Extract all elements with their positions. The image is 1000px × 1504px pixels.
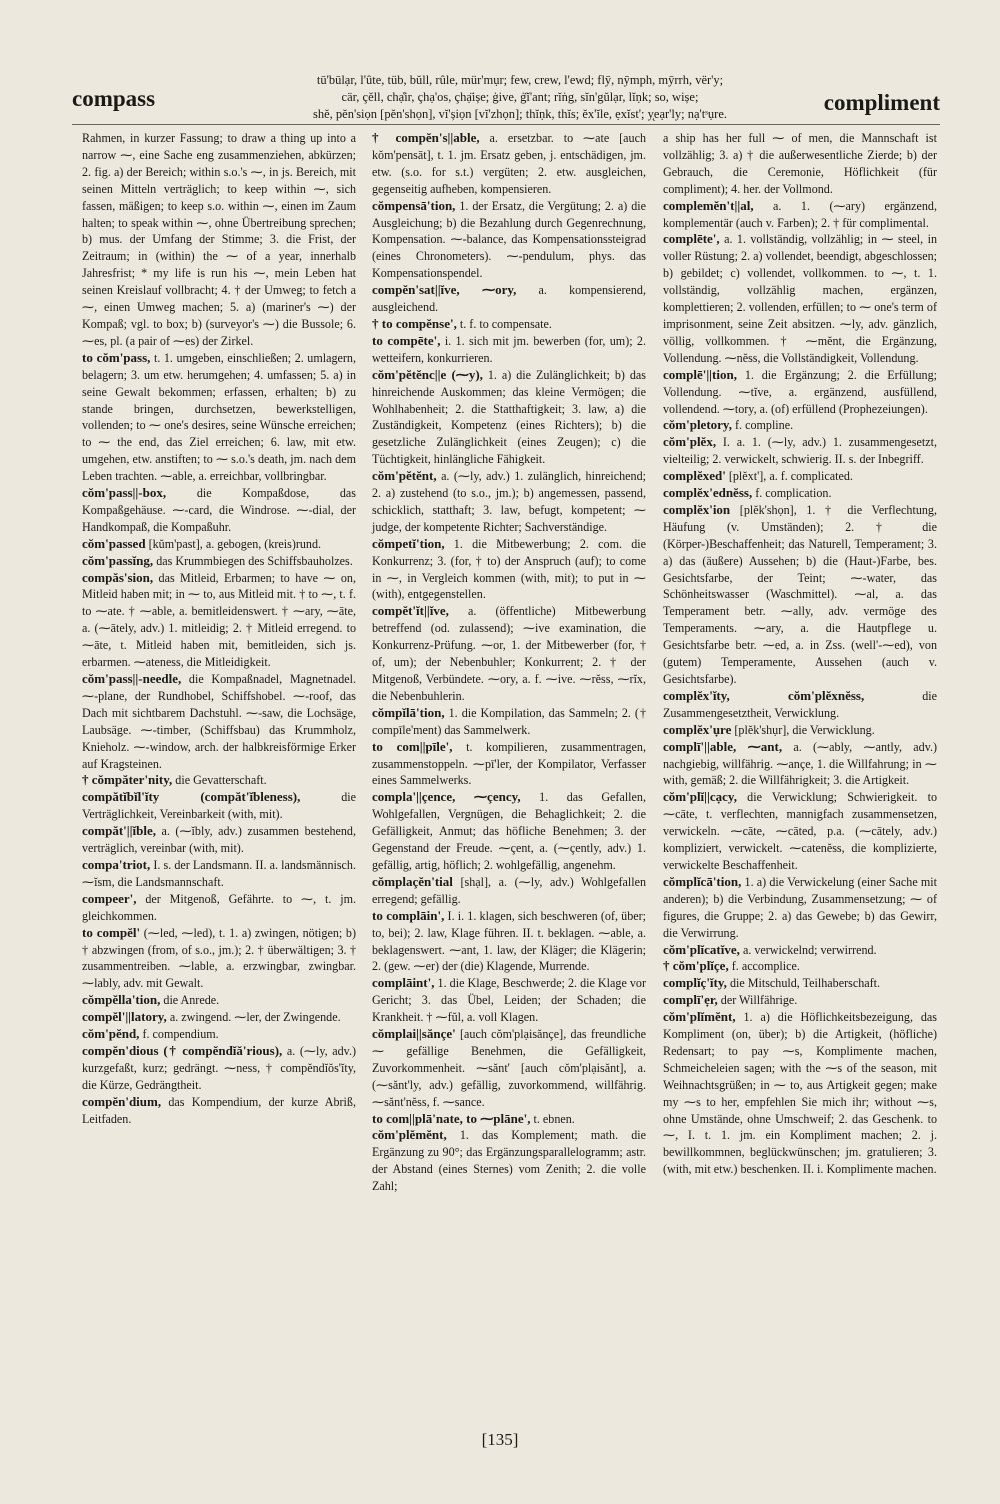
- header-rule: [72, 124, 940, 125]
- entry-headword: cŏm'pĕtĕnc||e (⁓y),: [372, 366, 483, 382]
- entry-headword: cŏm'pass||-needle,: [82, 671, 182, 686]
- entry-definition: 1. a) die Höflichkeitsbezeigung, das Kompliment (on, über); b) die Artigkeit, (höfliche) Redensart; to pay ⁓s, Komplimente machen, Schmeicheleien sagen; with the ⁓s of the season, mit Weihnachtsgrüßen; in ⁓ to, aus Artigkeit gegen; make my ⁓s to her, empfehlen Sie mich ihr; without ⁓s, ohne Umstände, ohne Umschweif; 2. das Geschenk. to ⁓, I. t. 1. jm. ein Kompliment machen; 2. j. bewillkommnen, beglückwünschen; jm. gratulieren; 3. (with, mit etw.) beschenken. II. i. Komplimente machen.: [663, 1010, 937, 1177]
- entry-definition: die Kompaßdose, das Kompaßgehäuse. ⁓-card, die Windrose. ⁓-dial, der Handkompaß, die Kompaßuhr.: [82, 486, 356, 534]
- entry-headword: cŏm'plĭcatĭve,: [663, 941, 740, 957]
- entry-headword: to cŏm'pass,: [82, 349, 151, 365]
- entry-headword: cŏm'pass||-box,: [82, 485, 167, 501]
- dictionary-entry: [372, 367, 646, 468]
- entry-definition: die Verträglichkeit, Vereinbarkeit (with, mit).: [82, 790, 356, 822]
- entry-headword: complĕx'ednĕss,: [663, 485, 753, 501]
- dictionary-entry: [663, 434, 937, 468]
- entry-definition: die Anrede.: [163, 993, 220, 1008]
- dictionary-entry: [372, 282, 646, 316]
- dictionary-entry: [372, 789, 646, 874]
- dictionary-entry: [82, 925, 356, 993]
- dictionary-entry: [663, 688, 937, 722]
- entry-definition: Rahmen, in kurzer Fassung; to draw a thing up into a narrow ⁓, eine Sache eng zusammenziehen, abkürzen; 2. fig. a) der Bereich; within s.o.'s ⁓, in js. Bereich, mit seinen Mitteln verträglich; to keep within ⁓, sich fassen, mäßigen; to keep s.o. within ⁓, einen im Zaum halten; to speak within ⁓, ohne Übertreibung sprechen; b) mus. der Umfang der Stimme; 3. die Frist, der Zeitraum; in (within) the ⁓ of a year, innerhalb Jahresfrist; * my life is run his ⁓, mein Leben hat seinen Kreislauf vollbracht; 4. † der Umweg; to fetch a ⁓, einen Umweg machen; 5. a) (mariner's ⁓) der Kompaß; vgl. to box; b) (surveyor's ⁓) die Bussole; 6. ⁓es, pl. (a pair of ⁓es) der Zirkel.: [82, 131, 356, 348]
- dictionary-entry: [372, 705, 646, 739]
- entry-headword: complī'||able, ⁓ant,: [663, 738, 783, 754]
- dictionary-entry: [82, 772, 356, 789]
- column-1: [82, 130, 356, 1127]
- dictionary-entry: [82, 485, 356, 536]
- entry-definition: 1. das Gefallen, Wohlgefallen, Vergnügen, die Behaglichkeit; 2. die Gefälligkeit, Anmut; das höfliche Benehmen; 3. der Gegenstand der Freude. ⁓çent, a. (⁓çently, adv.) 1. gefällig, artig, höflich; 2. wohlgefällig, angenehm.: [372, 790, 646, 872]
- entry-headword: compĕt'ĭt||ĭve,: [372, 603, 449, 619]
- dictionary-entry: [82, 992, 356, 1009]
- dictionary-entry: [663, 468, 937, 485]
- dictionary-entry: [82, 1009, 356, 1026]
- guide-word-left: compass: [72, 86, 156, 111]
- entry-definition: [plĕk'shụr], die Verwicklung.: [734, 722, 875, 737]
- entry-definition: a. (⁓ly, adv.) kurzgefaßt, kurz; gedrängt. ⁓ness, † compĕndĭŏs'ĭty, die Kürze, Gedrängtheit.: [82, 1043, 356, 1092]
- entry-headword: † to compĕnse',: [372, 315, 457, 331]
- entry-headword: to compĕl': [82, 924, 141, 940]
- entry-headword: cŏm'pletory,: [663, 417, 732, 433]
- entry-headword: cŏmplai||sănçe': [372, 1026, 456, 1042]
- entry-definition: 1. die Mitbewerbung; 2. com. die Konkurrenz; 3. (for, † to) der Anspruch (auf); to come in ⁓, in Vergleich kommen (with, mit); to put in ⁓ (with), entgegenstellen.: [372, 536, 646, 602]
- page-number: [135]: [481, 1430, 519, 1449]
- entry-definition: der Mitgenoß, Gefährte. to ⁓, t. jm. gleichkommen.: [82, 891, 356, 923]
- entry-definition: der Willfährige.: [720, 993, 798, 1008]
- entry-headword: compla'||çence, ⁓çency,: [372, 789, 521, 805]
- entry-definition: das Mitleid, Erbarmen; to have ⁓ on, Mitleid haben mit; in ⁓ to, aus Mitleid mit. † to ⁓, t. f. to ⁓ate. † ⁓able, a. bemitleidenswert. † ⁓ary, ⁓āte, a. (⁓ātely, adv.) 1. mitleidig; 2. † Mitleid erregend. to ⁓āte, t. Mitleid haben mit, bemitleiden, sich js. erbarmen. ⁓ateness, die Mitleidigkeit.: [82, 570, 356, 670]
- dictionary-entry: [82, 130, 356, 350]
- entry-definition: 1. die Kompilation, das Sammeln; 2. († compīle'ment) das Sammelwerk.: [372, 705, 646, 737]
- dictionary-entry: [372, 908, 646, 976]
- dictionary-entry: [663, 942, 937, 959]
- entry-definition: a. (⁓ĭbly, adv.) zusammen bestehend, verträglich, vereinbar (with, mit).: [82, 824, 356, 856]
- dictionary-entry: [663, 874, 937, 942]
- entry-headword: complĕx'ụre: [663, 721, 732, 737]
- entry-definition: 1. a) die Verwickelung (einer Sache mit anderen); b) die Verbindung, Zusammensetzung; ⁓ of figures, die Gruppe; 2. a) das Gewebe; b) das Gewirr, die Verwirrung.: [663, 874, 937, 940]
- entry-definition: I. s. der Landsmann. II. a. landsmännisch. ⁓ĭsm, die Landsmannschaft.: [82, 857, 356, 889]
- entry-definition: I. a. 1. (⁓ly, adv.) 1. zusammengesetzt, vielteilig; 2. verwickelt, schwierig. II. s. der Inbegriff.: [663, 435, 937, 467]
- dictionary-entry: [663, 975, 937, 992]
- entry-headword: complĕxed': [663, 468, 726, 484]
- entry-headword: cŏmpensā'tion,: [372, 197, 456, 213]
- entry-definition: a. (öffentliche) Mitbewerbung betreffend (od. zulassend); ⁓ive examination, die Konkurrenz-Prüfung. ⁓or, 1. der Mitbewerber (for, † of, um); der Nebenbuhler; Konkurrent; 2. † der Mitgenoß, Verbündete. ⁓ory, a. f. ⁓ive. ⁓rĕss, ⁓rĭx, die Nebenbuhlerin.: [372, 604, 647, 703]
- entry-definition: die Mitschuld, Teilhaberschaft.: [729, 976, 881, 991]
- entry-headword: cŏmpĭlā'tion,: [372, 704, 445, 720]
- entry-definition: die Zusammengesetztheit, Verwicklung.: [663, 688, 937, 720]
- dictionary-entry: [372, 468, 646, 536]
- entry-definition: t. ebnen.: [533, 1111, 575, 1126]
- dictionary-entry: [372, 1111, 646, 1128]
- entry-headword: complemĕn't||al,: [663, 197, 754, 213]
- entry-headword: cŏm'plĭmĕnt,: [663, 1009, 736, 1025]
- dictionary-entry: [82, 823, 356, 857]
- entry-headword: cŏm'pĕtĕnt,: [372, 468, 437, 484]
- entry-headword: cŏmplĭcā'tion,: [663, 873, 742, 889]
- entry-headword: to com||pīle',: [372, 738, 453, 754]
- entry-definition: f. accomplice.: [731, 959, 800, 974]
- dictionary-entry: [663, 198, 937, 232]
- entry-headword: † cŏmpăter'nity,: [82, 772, 173, 788]
- entry-definition: t. f. to compensate.: [459, 316, 552, 331]
- dictionary-entry: [372, 874, 646, 908]
- entry-definition: a. 1. (⁓ary) ergänzend, komplementär (auch v. Farben); 2. † für complimental.: [663, 198, 937, 230]
- entry-definition: [plĕk'shọn], 1. † die Verflechtung, Häufung (v. Umständen); 2. † die (Körper-)Beschaffenheit; das Naturell, Temperament; 3. a) das (äußere) Aussehen; b) die (Haut-)Farbe, bes. Gesichtsfarbe, der Teint; ⁓-water, das Schönheitswasser (Waschmittel). ⁓al, a. das Temperament betr. ⁓ally, adv. vermöge des Temperaments. ⁓ary, a. die Hautpflege u. Gesichtsfarbe betr. ⁓ed, a. in Zss. (well'-⁓ed), von (gutem) Temperamente, Aussehen (auch v. Gesichtsfarbe).: [663, 502, 937, 686]
- entry-headword: cŏm'plĭ||cạcy,: [663, 789, 737, 805]
- dictionary-entry: [372, 198, 646, 283]
- entry-headword: compăt'||ĭble,: [82, 823, 156, 839]
- entry-definition: a. ersetzbar. to ⁓ate [auch kŏm'pensāt], t. 1. jm. Ersatz geben, j. entschädigen, jm. etw. (s.o. for s.t.) vergüten; 2. etw. ausgleichen, gegenseitig aufheben, kompensieren.: [372, 131, 646, 196]
- dictionary-entry: [372, 1026, 646, 1111]
- entry-headword: compăs'sion,: [82, 569, 154, 585]
- entry-definition: t. kompilieren, zusammentragen, zusammenstoppeln. ⁓pī'ler, der Kompilator, Verfasser eines Sammelwerks.: [372, 739, 646, 788]
- column-2: [372, 130, 646, 1195]
- dictionary-entry: [372, 1127, 646, 1195]
- column-3: [663, 130, 937, 1178]
- dictionary-entry: [82, 536, 356, 553]
- entry-headword: cŏmpetĭ'tion,: [372, 535, 445, 551]
- entry-definition: a. kompensierend, ausgleichend.: [372, 283, 646, 315]
- entry-headword: complī'ẹr,: [663, 992, 718, 1008]
- dictionary-entry: [663, 739, 937, 790]
- pronunciation-key-line: cär, çĕll, chạ̊ir, çhạ'os, çhạ̈ișe; ġive, ġ̈ĭ'ant; rĭṅg, sĭn'gŭlạr, lĭṇk; so, wișe;: [341, 90, 699, 104]
- dictionary-entry: [663, 789, 937, 874]
- dictionary-entry: [663, 417, 937, 434]
- dictionary-entry: [663, 722, 937, 739]
- pronunciation-key: [230, 72, 810, 123]
- entry-headword: compĕn'sat||ĭve, ⁓ory,: [372, 282, 517, 298]
- entry-headword: cŏm'passed: [82, 535, 146, 551]
- entry-headword: complĕx'ĭty, cŏm'plĕxnĕss,: [663, 687, 865, 703]
- entry-headword: to compēte',: [372, 332, 441, 348]
- entry-headword: † cŏm'plĭçe,: [663, 958, 729, 974]
- entry-headword: compătĭbĭl'ĭty (compăt'ĭbleness),: [82, 789, 301, 805]
- entry-definition: die Kompaßnadel, Magnetnadel. ⁓-plane, der Rundhobel, Schiffshobel. ⁓-roof, das Dach mit sichtbarem Dachstuhl. ⁓-saw, die Lochsäge, Laubsäge. ⁓-timber, (Schiffsbau) das Krummholz, Knieholz. ⁓-window, arch. der halbkreisförmige Erker auf Kragsteinen.: [82, 672, 356, 771]
- dictionary-entry: [82, 857, 356, 891]
- dictionary-entry: [663, 231, 937, 366]
- entry-definition: die Gevatterschaft.: [175, 773, 267, 788]
- dictionary-entry: [372, 316, 646, 333]
- dictionary-entry: [663, 992, 937, 1009]
- entry-headword: cŏmplaçĕn'tial: [372, 873, 453, 889]
- dictionary-entry: [372, 975, 646, 1026]
- entry-definition: (⁓led, ⁓led), t. 1. a) zwingen, nötigen; b) † abzwingen (from, of s.o., jm.); 2. † überwältigen; 3. † zusammentreiben. ⁓lable, a. erzwingbar, zwingbar. ⁓lably, adv. mit Gewalt.: [82, 925, 357, 991]
- entry-definition: 1. der Ersatz, die Vergütung; 2. a) die Ausgleichung; b) die Bezahlung durch Gegenrechnung, Kompensation. ⁓-balance, das Kompensationssteigrad (eines Chronometers). ⁓-pendulum, phys. das Kompensationspendel.: [372, 198, 646, 281]
- dictionary-entry: [82, 1094, 356, 1128]
- entry-definition: das Kompendium, der kurze Abriß, Leitfaden.: [82, 1094, 356, 1126]
- dictionary-entry: [82, 553, 356, 570]
- entry-headword: cŏmpĕlla'tion,: [82, 992, 161, 1008]
- dictionary-entry: [82, 789, 356, 823]
- entry-definition: 1. die Ergänzung; 2. die Erfüllung; Vollendung. ⁓tĭve, a. ergänzend, ausfüllend, vollendend. ⁓tory, a. (of) erfüllend (Prophezeiungen).: [663, 367, 938, 416]
- entry-headword: complāint',: [372, 975, 435, 991]
- entry-definition: a. verwickelnd; verwirrend.: [742, 942, 877, 957]
- entry-definition: 1. a) die Zulänglichkeit; b) das hinreichende Auskommen; das kleine Vermögen; die Wohlhabenheit; 2. die Statthaftigkeit; 3. law, a) die Zuständigkeit, Kompetenz (eines Richters); b) die gesetzliche Zulänglichkeit (eines Zeugen); c) die Tüchtigkeit, hinlängliche Fähigkeit.: [372, 367, 646, 467]
- entry-headword: cŏm'passĭng,: [82, 552, 154, 568]
- entry-headword: compeer',: [82, 890, 137, 906]
- dictionary-entry: [82, 570, 356, 671]
- dictionary-entry: [663, 958, 937, 975]
- entry-definition: 1. das Komplement; math. die Ergänzung zu 90°; das Ergänzungsparallelogramm; astr. der Abstand (eines Sternes) vom Zenith; 2. die volle Zahl;: [372, 1128, 646, 1194]
- entry-headword: complēte',: [663, 231, 720, 247]
- dictionary-entry: [372, 333, 646, 367]
- guide-word-right: compliment: [823, 90, 940, 115]
- entry-headword: † compĕn's||able,: [372, 130, 480, 145]
- dictionary-entry: [663, 367, 937, 418]
- dictionary-entry: [663, 502, 937, 688]
- entry-definition: a. (⁓ably, ⁓antly, adv.) nachgiebig, willfährig. ⁓ançe, 1. die Willfahrung; in ⁓ with, gemäß; 2. die Willfährigkeit; 3. die Artigkeit.: [663, 739, 938, 788]
- entry-definition: a ship has her full ⁓ of men, die Mannschaft ist vollzählig; 3. a) † die außerwesentliche Zierde; b) der Gebrauch, die Ceremonie, Höflichkeit (für compliment); 4. her. der Vollmond.: [663, 131, 937, 196]
- dictionary-entry: [372, 739, 646, 790]
- entry-definition: a. (⁓ly, adv.) 1. zulänglich, hinreichend; 2. a) zustehend (to s.o., jm.); b) angemessen, passend, schicklich, statthaft; 3. law, befugt, kompetent; ⁓ judge, der kompetente Richter; Sachverständige.: [372, 469, 646, 534]
- entry-headword: compa'triot,: [82, 856, 151, 872]
- entry-headword: to complāin',: [372, 907, 445, 923]
- dictionary-entry: [372, 130, 646, 198]
- entry-definition: [kŭm'past], a. gebogen, (kreis)rund.: [148, 536, 322, 551]
- dictionary-entry: [82, 671, 356, 772]
- dictionary-entry: [82, 1026, 356, 1043]
- pronunciation-key-line: shĕ, pĕn'siọn [pĕn'shọn], vĭ'șiọn [vĭ'zhọn]; thĭṇk, thĭs; ĕx'ĭle, ẹxĭst'; y̨eạr'ly; nạ'tˢụre.: [312, 107, 727, 121]
- dictionary-entry: [663, 130, 937, 198]
- entry-headword: complĕx'ion: [663, 501, 731, 517]
- entry-headword: compĕl'||latory,: [82, 1009, 167, 1025]
- entry-definition: das Krummbiegen des Schiffsbauholzes.: [156, 553, 353, 568]
- dictionary-entry: [82, 1043, 356, 1094]
- entry-definition: f. compline.: [735, 418, 794, 433]
- entry-definition: [shạl], a. (⁓ly, adv.) Wohlgefallen erregend; gefällig.: [372, 874, 646, 906]
- entry-headword: complē'||tion,: [663, 366, 737, 382]
- entry-definition: a. zwingend. ⁓ler, der Zwingende.: [169, 1010, 341, 1025]
- entry-headword: cŏm'pĕnd,: [82, 1026, 140, 1042]
- entry-definition: [plĕxt'], a. f. complicated.: [728, 469, 853, 484]
- entry-headword: to com||plā'nate, to ⁓plāne',: [372, 1110, 531, 1126]
- entry-headword: cŏm'plĕmĕnt,: [372, 1127, 447, 1143]
- entry-headword: compĕn'dious († compĕndĭă'rious),: [82, 1042, 283, 1058]
- dictionary-entry: [372, 536, 646, 604]
- dictionary-entry: [372, 603, 646, 704]
- pronunciation-key-line: tū'būlạr, l'ûte, tüb, bŭll, rûle, mür'mụr; few, crew, l'ewd; flȳ, nȳmph, mȳrrh, vër'y;: [316, 73, 724, 87]
- entry-definition: [auch cŏm'plạisănçe], das freundliche ⁓ gefällige Benehmen, die Gefälligkeit, Zuvorkommenheit. ⁓sănt' [auch cŏm'plạisănt], a. (⁓sănt'ly, adv.) gefällig, zuvorkommend, willfährig. ⁓sănt'nĕss, f. ⁓sance.: [372, 1027, 646, 1109]
- entry-headword: cŏm'plĕx,: [663, 434, 717, 450]
- entry-headword: compĕn'dium,: [82, 1093, 162, 1109]
- entry-definition: die Verwicklung; Schwierigkeit. to ⁓cāte, t. verflechten, mannigfach zusammensetzen, verwickeln. ⁓cāte, ⁓cāted, p.a. (⁓cātely, adv.) kompliziert, verwickelt. ⁓catenĕss, die komplizierte, verwickelte Beschaffenheit.: [663, 790, 937, 872]
- entry-definition: f. complication.: [755, 486, 832, 501]
- entry-definition: a. 1. vollständig, vollzählig; in ⁓ steel, in voller Rüstung; 2. a) vollendet, beendigt, abgeschlossen; b) gebildet; c) vollendet, vollkommen. to ⁓, t. 1. vollständig, vollzählig machen, ergänzen, komplettieren; 2. vollenden, erfüllen; to ⁓ one's term of imprisonment, seine Zeit absitzen. ⁓ly, adv. gänzlich, völlig, vollkommen. † ⁓mĕnt, die Ergänzung, Vollendung. ⁓nĕss, die Vollständigkeit, Vollendung.: [663, 232, 938, 365]
- dictionary-entry: [663, 485, 937, 502]
- entry-definition: i. 1. sich mit jm. bewerben (for, um); 2. wetteifern, konkurrieren.: [372, 333, 646, 365]
- entry-headword: complĭç'ĭty,: [663, 975, 727, 991]
- dictionary-entry: [82, 891, 356, 925]
- dictionary-entry: [82, 350, 356, 485]
- entry-definition: f. compendium.: [142, 1027, 219, 1042]
- entry-definition: I. i. 1. klagen, sich beschweren (of, über; to, bei); 2. law, Klage führen. II. t. beklagen. ⁓able, a. beklagenswert. ⁓ant, 1. law, der Kläger; die Klägerin; 2. (gew. ⁓er) der (die) Klagende, Murrende.: [372, 908, 646, 974]
- entry-definition: 1. die Klage, Beschwerde; 2. die Klage vor Gericht; 3. das Übel, Leiden; der Schaden; die Krankheit. † ⁓fŭl, a. voll Klagen.: [372, 976, 646, 1025]
- dictionary-entry: [663, 1009, 937, 1178]
- entry-definition: t. 1. umgeben, einschließen; 2. umlagern, belagern; 3. um etw. herumgehen; 4. umfassen; 5. a) in seine Gewalt bekommen; erfassen, erhalten; b) zu stande bringen, durchsetzen, bewerkstelligen, vollenden; to ⁓ one's desires, seine Wünsche erreichen; to ⁓ the end, das Ziel erreichen; 6. law, mit etw. umgehen, etw. anstiften; to ⁓ s.o.'s death, jm. nach dem Leben trachten. ⁓able, a. erreichbar, vollbringbar.: [82, 350, 357, 484]
